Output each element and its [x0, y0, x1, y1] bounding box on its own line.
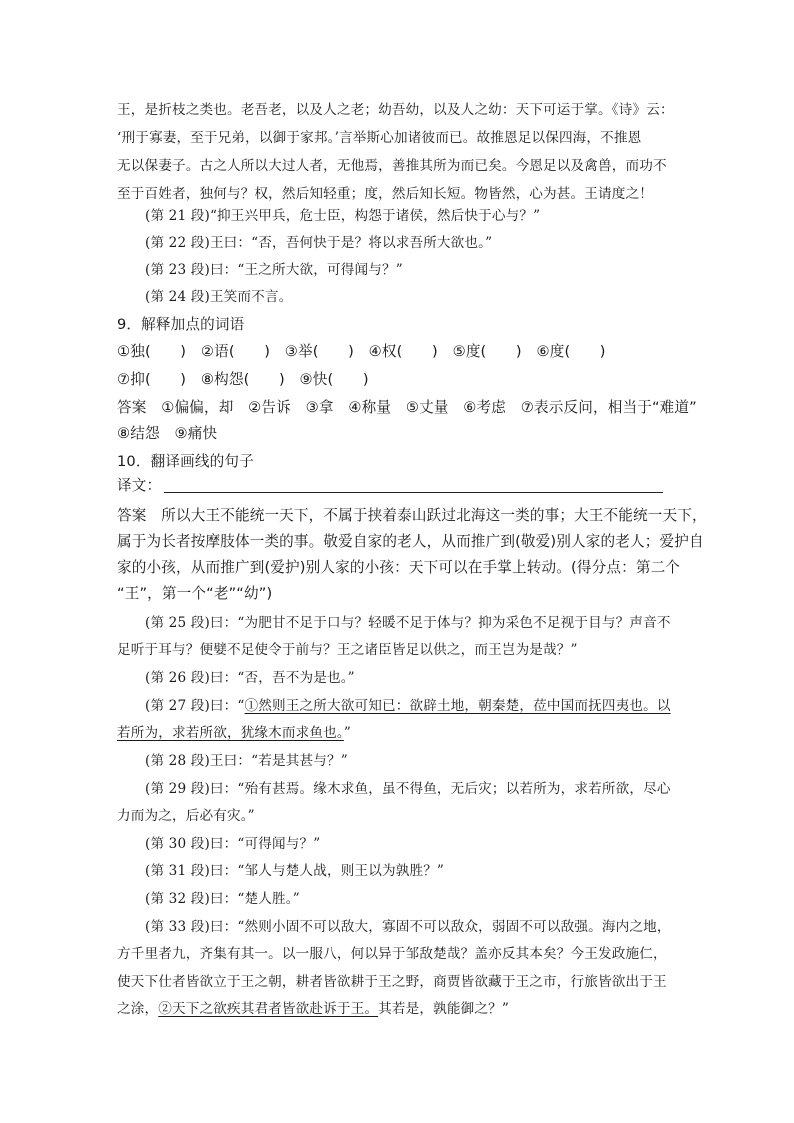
- paragraph-text: 王曰：“否，吾何快于是？将以求吾所大欲也。”: [209, 235, 493, 251]
- question-10-answer: 答案 所以大王不能统一天下，不属于挟着泰山跃过北海这一类的事；大王不能统一天下，: [117, 507, 707, 524]
- paragraph-24: [145, 287, 292, 307]
- paragraph-23: [145, 260, 403, 280]
- paragraph-text: (第 27 段)曰：“: [145, 698, 245, 714]
- paragraph-text: 王笑而不言。: [209, 289, 293, 305]
- paragraph-21: [145, 206, 540, 226]
- paragraph-29: (第 29 段)曰：“殆有甚焉。缘木求鱼，虽不得鱼，无后灾；以若所为，求若所欲，尽心: [145, 781, 671, 797]
- paragraph-27-cont: [117, 723, 351, 743]
- question-9-answer: 答案 ①偏偏，却 ②告诉 ③拿 ④称量 ⑤丈量 ⑥考虑 ⑦表示反问，相当于“难道”: [117, 399, 697, 416]
- question-10-title: 10．翻译画线的句子: [117, 453, 254, 470]
- question-9-items-row1: ①独( ) ②语( ) ③举( ) ④权( ) ⑤度( ) ⑥度( ): [117, 343, 606, 360]
- question-9-title: 9．解释加点的词语: [117, 316, 245, 333]
- translation-label: 译文：: [117, 477, 162, 494]
- paragraph-label: (第 22 段): [145, 235, 210, 251]
- paragraph-33: (第 33 段)曰：“然则小固不可以敌大，寡固不可以敌众，弱固不可以敌强。海内之地，: [145, 919, 671, 935]
- paragraph-27: [145, 696, 671, 716]
- paragraph-33-cont: [117, 999, 509, 1019]
- text-line: 王，是折枝之类也。老吾老，以及人之老；幼吾幼，以及人之幼：天下可运于掌。《诗》云：: [117, 102, 674, 118]
- underlined-sentence-1-cont: 若所为，求若所欲，犹缘木而求鱼也。: [117, 725, 344, 741]
- paragraph-label: (第 24 段): [145, 289, 210, 305]
- paragraph-29-cont: 力而为之，后必有灾。”: [117, 808, 255, 824]
- question-10-answer-cont: 家的小孩，从而推广到(爱护)别人家的小孩：天下可以在手掌上转动。(得分点：第二个: [117, 559, 681, 576]
- paragraph-text: 曰：“王之所大欲，可得闻与？”: [209, 262, 403, 278]
- paragraph-33-cont: 使天下仕者皆欲立于王之朝，耕者皆欲耕于王之野，商贾皆欲藏于王之市，行旅皆欲出于王: [117, 974, 667, 990]
- question-10-answer-cont: “王”，第一个“老”“幼”): [117, 585, 273, 602]
- text-line: ‘刑于寡妻，至于兄弟，以御于家邦。’言举斯心加诸彼而已。故推恩足以保四海，不推恩: [117, 130, 642, 146]
- paragraph-22: [145, 233, 492, 253]
- paragraph-25: (第 25 段)曰：“为肥甘不足于口与？轻暖不足于体与？抑为采色不足视于目与？声音不: [145, 615, 671, 631]
- question-9-items-row2: ⑦抑( ) ⑧构怨( ) ⑨快( ): [117, 371, 369, 388]
- paragraph-30: (第 30 段)曰：“可得闻与？”: [145, 836, 321, 852]
- question-9-answer-cont: ⑧结怨 ⑨痛快: [117, 425, 218, 442]
- underlined-sentence-1: ①然则王之所大欲可知已：欲辟土地，朝秦楚，莅中国而抚四夷也。以: [244, 698, 671, 714]
- paragraph-26: (第 26 段)曰：“否，吾不为是也。”: [145, 670, 355, 686]
- paragraph-32: (第 32 段)曰：“楚人胜。”: [145, 891, 300, 907]
- underlined-sentence-2: ②天下之欲疾其君者皆欲赴诉于王。: [158, 1001, 379, 1017]
- paragraph-text: ”: [343, 725, 351, 741]
- text-line: 至于百姓者，独何与？权，然后知轻重；度，然后知长短。物皆然，心为甚。王请度之！: [117, 186, 654, 202]
- paragraph-31: (第 31 段)曰：“邹人与楚人战，则王以为孰胜？”: [145, 863, 445, 879]
- paragraph-label: (第 23 段): [145, 262, 210, 278]
- paragraph-text: “抑王兴甲兵，危士臣，构怨于诸侯，然后快于心与？”: [209, 208, 541, 224]
- paragraph-33-cont: 方千里者九，齐集有其一。以一服八，何以异于邹敌楚哉？盖亦反其本矣？今王发政施仁，: [117, 946, 667, 962]
- paragraph-28: (第 28 段)王曰：“若是其甚与？”: [145, 753, 348, 769]
- paragraph-text: 之涂，: [117, 1001, 159, 1017]
- text-line: 无以保妻子。古之人所以大过人者，无他焉，善推其所为而已矣。今恩足以及禽兽，而功不: [117, 158, 667, 174]
- translation-blank-line: [164, 492, 663, 493]
- paragraph-label: (第 21 段): [145, 208, 210, 224]
- paragraph-text: 其若是，孰能御之？”: [378, 1001, 509, 1017]
- paragraph-25-cont: 足听于耳与？便嬖不足使令于前与？王之诸臣皆足以供之，而王岂为是哉？”: [117, 642, 578, 658]
- question-10-answer-cont: 属于为长者按摩肢体一类的事。敬爱自家的老人，从而推广到(敬爱)别人家的老人；爱护自: [117, 533, 704, 550]
